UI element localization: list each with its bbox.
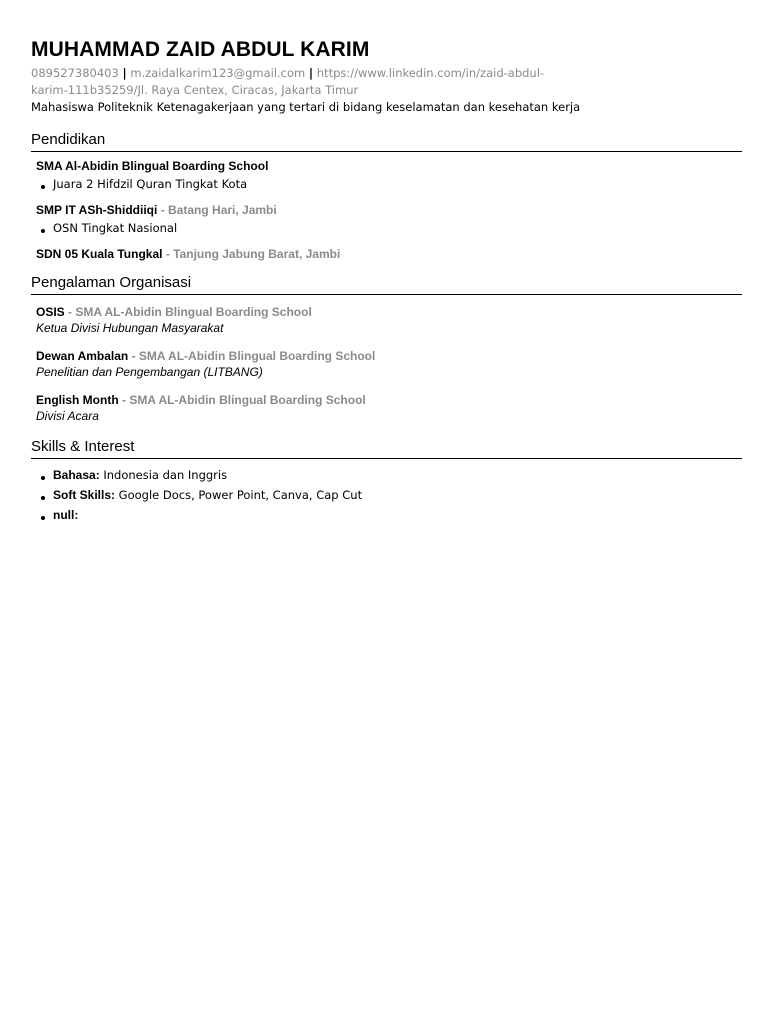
achievement-item: Juara 2 Hifdzil Quran Tingkat Kota: [36, 176, 742, 192]
resume-page: [31, 36, 742, 523]
organization-name: English Month: [36, 393, 119, 407]
organization-entry-head: [36, 392, 742, 408]
organization-entry: [31, 304, 742, 336]
profile-summary: Mahasiswa Politeknik Ketenagakerjaan yang tertari di bidang keselamatan dan kesehatan kerja: [31, 100, 581, 114]
organization-role: Divisi Acara: [36, 409, 99, 423]
education-entry-head: [36, 158, 742, 174]
skill-value: Google Docs, Power Point, Canva, Cap Cut: [118, 488, 363, 502]
linkedin-link[interactable]: https://www.linkedin.com/in/zaid-abdul-karim-111b35259/: [31, 66, 545, 97]
full-name: MUHAMMAD ZAID ABDUL KARIM: [31, 38, 370, 61]
skill-item: [36, 487, 742, 503]
organization-entry-head: [36, 348, 742, 364]
education-entry-head: [36, 246, 742, 262]
organization-role: Ketua Divisi Hubungan Masyarakat: [36, 321, 224, 335]
organization-place: - SMA AL-Abidin Blingual Boarding School: [68, 305, 312, 319]
organization-place: - SMA AL-Abidin Blingual Boarding School: [131, 349, 376, 363]
school-name: SMA Al-Abidin Blingual Boarding School: [36, 159, 269, 173]
skills-list: [31, 467, 742, 523]
achievement-list: [31, 220, 742, 236]
phone-number: 089527380403: [31, 66, 119, 80]
education-entry: [31, 246, 742, 262]
education-entry-head: [36, 202, 742, 218]
contact-separator: |: [122, 66, 127, 80]
education-section: [31, 131, 742, 262]
section-title-organization: Pengalaman Organisasi: [31, 274, 742, 295]
organization-section: [31, 274, 742, 424]
school-name: SMP IT ASh-Shiddiiqi: [36, 203, 158, 217]
skill-item: [36, 507, 742, 523]
skill-label: Bahasa:: [53, 468, 100, 482]
organization-place: - SMA AL-Abidin Blingual Boarding School: [122, 393, 366, 407]
education-entry: [31, 158, 742, 174]
school-location: - Tanjung Jabung Barat, Jambi: [165, 247, 341, 261]
skill-item: [36, 467, 742, 483]
contact-separator: |: [308, 66, 314, 80]
section-title-education: Pendidikan: [31, 131, 742, 152]
skills-section: [31, 438, 742, 523]
email-link[interactable]: m.zaidalkarim123@gmail.com: [130, 66, 306, 80]
address-text: Jl. Raya Centex, Ciracas, Jakarta Timur: [137, 82, 359, 97]
organization-name: Dewan Ambalan: [36, 349, 129, 363]
education-entry: [31, 202, 742, 218]
contact-line: [31, 65, 571, 98]
skill-label: Soft Skills:: [53, 488, 116, 502]
organization-entry: [31, 392, 742, 424]
organization-name: OSIS: [36, 305, 65, 319]
skill-value: Indonesia dan Inggris: [103, 468, 228, 482]
skill-label: null:: [53, 508, 79, 522]
organization-entry-head: [36, 304, 742, 320]
organization-entry: [31, 348, 742, 380]
school-location: - Batang Hari, Jambi: [160, 203, 277, 217]
achievement-list: [31, 176, 742, 192]
achievement-item: OSN Tingkat Nasional: [36, 220, 742, 236]
organization-role: Penelitian dan Pengembangan (LITBANG): [36, 365, 263, 379]
school-name: SDN 05 Kuala Tungkal: [36, 247, 163, 261]
section-title-skills: Skills & Interest: [31, 438, 742, 459]
